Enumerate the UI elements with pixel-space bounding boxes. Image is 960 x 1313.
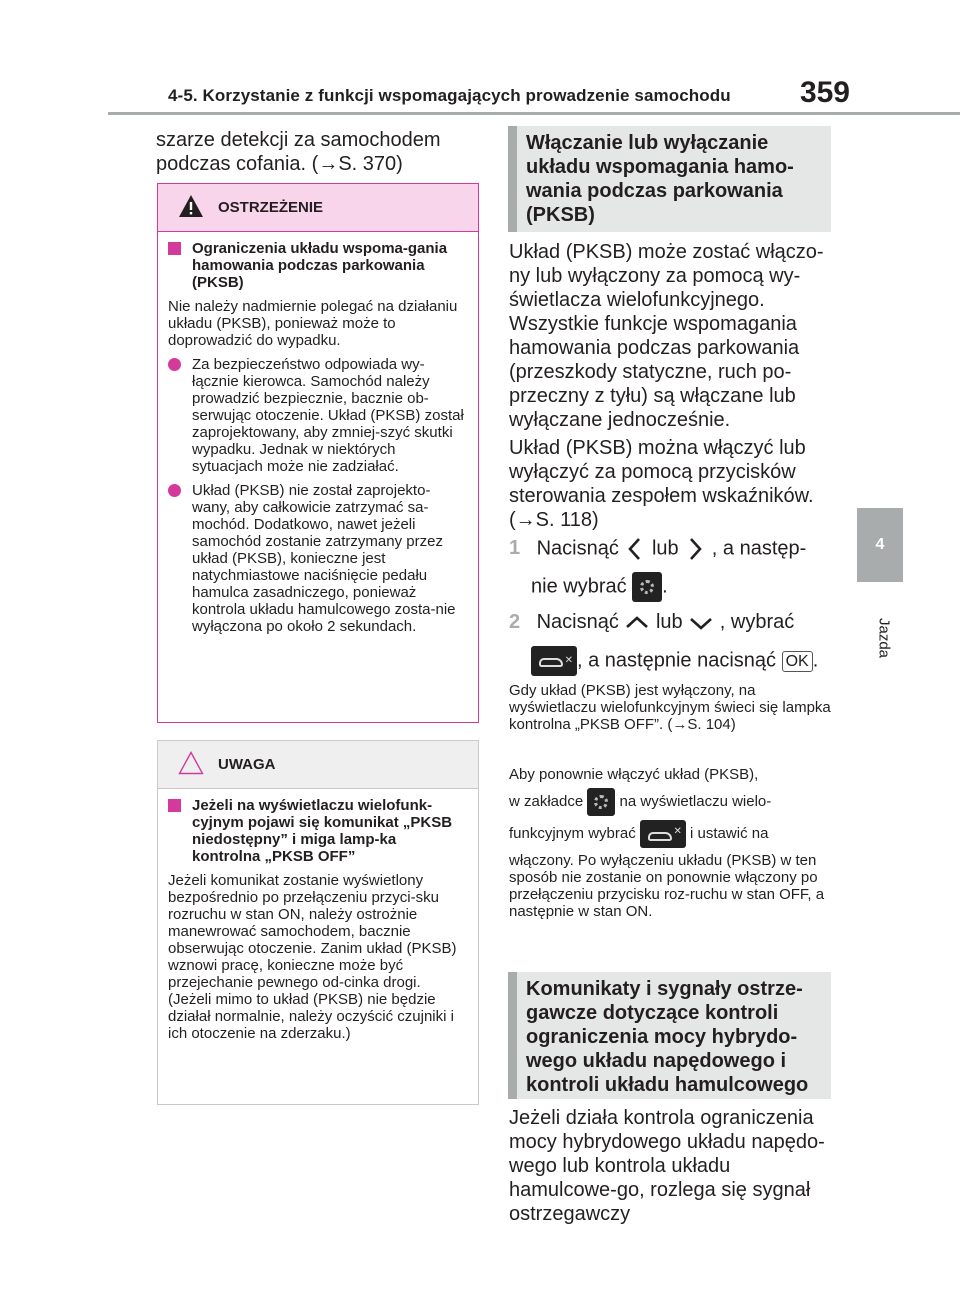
caution-subheading: Jeżeli na wyświetlaczu wielofunk-cyjnym pojawi się komunikat „PKSB niedostępny” i miga lamp-ka kontrolna „PKSB OFF”: [168, 797, 468, 865]
chevron-right-icon: [684, 536, 706, 562]
round-bullet-icon: [168, 484, 181, 497]
section-heading: Komunikaty i sygnały ostrze-gawcze dotyczące kontroli ograniczenia mocy hybrydo-wego układu napędowego i kontroli układu hamulcowego: [508, 972, 831, 1099]
warning-subheading: Ograniczenia układu wspoma-gania hamowania podczas parkowania (PKSB): [168, 240, 468, 291]
step-1: 1 Nacisnąć lub , a następ-: [509, 536, 839, 562]
body-paragraph: Układ (PKSB) może zostać włączo-ny lub wyłączony za pomocą wy-świetlacza wielofunkcyjnego. Wszystkie funkcje wspomagania hamowania podczas parkowania (przeszkody statyczne, ruch po-przeczny z tyłu) są włączane lub wyłączane jednocześnie.: [509, 241, 824, 431]
round-bullet-icon: [168, 358, 181, 371]
step-2: 2 Nacisnąć lub , wybrać: [509, 611, 795, 633]
section-heading: Włączanie lub wyłączanie układu wspomagania hamo-wania podczas parkowania (PKSB): [508, 126, 831, 232]
chapter-tab-label: Jazda: [875, 617, 893, 659]
note-text: Gdy układ (PKSB) jest wyłączony, na wyświetlaczu wielofunkcyjnym świeci się lampka kontrolna „PKSB OFF”. (→S. 104): [509, 682, 831, 733]
note-text: w zakładce na wyświetlaczu wielo-: [509, 788, 839, 816]
warning-paragraph: Nie należy nadmiernie polegać na działaniu układu (PKSB), ponieważ może to doprowadzić do wypadku.: [168, 298, 458, 349]
note-text: włączony. Po wyłączeniu układu (PKSB) w ten sposób nie zostanie on ponownie włączony po przełączeniu przycisku roz-ruchu w stan OFF, a następnie w stan ON.: [509, 852, 825, 920]
warning-bullet: Układ (PKSB) nie został zaprojekto-wany, aby całkowicie zatrzymać sa-mochód. Dodatkowo, nawet jeżeli samochód zostanie zatrzymany przez układ (PKSB), konieczne jest natychmiastowe naciśnięcie pedału hamulca zasadniczego, ponieważ kontrola układu hamulcowego zosta-nie wyłączona po około 2 sekundach.: [168, 482, 468, 635]
ok-button-icon: OK: [782, 651, 813, 672]
warning-triangle-icon: [178, 194, 204, 218]
settings-gear-icon: [632, 572, 662, 602]
warning-bullet: Za bezpieczeństwo odpowiada wy-łącznie kierowca. Samochód należy prowadzić bezpiecznie, bacznie ob-serwując otoczenie. Układ (PKSB) został zaprojektowany, aby zmniej-szyć skutki wypadku. Jednak w niektórych sytuacjach może nie zadziałać.: [168, 356, 468, 475]
step-number: 2: [509, 611, 521, 633]
left-intro-text: szarze detekcji za samochodem podczas cofania. (→S. 370): [156, 129, 441, 175]
page-number: 359: [799, 76, 850, 109]
caution-header: [158, 741, 478, 789]
chapter-title: 4-5. Korzystanie z funkcji wspomagających prowadzenie samochodu: [168, 86, 731, 105]
chapter-tab: 4: [857, 508, 903, 582]
settings-gear-icon: [587, 788, 615, 816]
chevron-left-icon: [624, 536, 646, 562]
note-text: funkcyjnym wybrać ✕ i ustawić na: [509, 820, 839, 848]
warning-title: OSTRZEŻENIE: [218, 199, 324, 216]
pksb-car-icon: ✕: [640, 820, 686, 848]
caution-triangle-icon: [178, 751, 204, 775]
caution-box: [157, 740, 479, 1105]
caution-title: UWAGA: [218, 756, 276, 773]
square-bullet-icon: [168, 242, 181, 255]
step-number: 1: [509, 537, 521, 560]
square-bullet-icon: [168, 799, 181, 812]
chevron-up-icon: [624, 612, 650, 634]
body-paragraph: Układ (PKSB) można włączyć lub wyłączyć za pomocą przycisków sterowania zespołem wskaźników. (→S. 118): [509, 437, 814, 531]
caution-paragraph: Jeżeli komunikat zostanie wyświetlony bezpośrednio po przełączeniu przyci-sku rozruchu w stan ON, należy ostrożnie manewrować samochodem, bacznie obserwując otoczenie. Zanim układ (PKSB) wznowi pracę, konieczne może być przejechanie pewnego od-cinka drogi. (Jeżeli mimo to układ (PKSB) nie będzie działał normalnie, należy oczyścić czujniki i ich otoczenie na zderzaku.): [168, 872, 457, 1042]
pksb-car-icon: ✕: [531, 646, 577, 676]
chevron-down-icon: [688, 612, 714, 634]
page-header: [130, 78, 850, 110]
header-rule: [108, 112, 960, 115]
body-paragraph: Jeżeli działa kontrola ograniczenia mocy hybrydowego układu napędo-wego lub kontrola układu hamulcowe-go, rozlega się sygnał ostrzegawczy: [509, 1107, 825, 1225]
step-1-cont: nie wybrać .: [509, 572, 839, 602]
note-text: Aby ponownie włączyć układ (PKSB),: [509, 766, 759, 783]
warning-box: [157, 183, 479, 723]
step-2-cont: ✕ , a następnie nacisnąć OK .: [509, 646, 839, 676]
warning-header: [158, 184, 478, 232]
